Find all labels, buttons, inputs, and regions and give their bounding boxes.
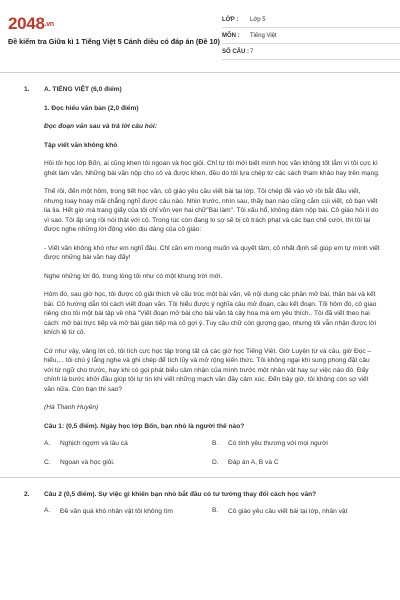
meta-label: MÔN :	[222, 32, 240, 39]
header-divider	[0, 72, 400, 73]
option-letter: A.	[44, 506, 51, 514]
option-letter: B.	[212, 506, 219, 514]
exam-meta	[222, 0, 400, 58]
question-divider	[0, 477, 400, 478]
option-text: Có tính yêu thương với mọi người	[228, 440, 328, 447]
story-author: (Hà Thanh Huyền)	[44, 404, 99, 411]
meta-row-subject	[222, 28, 400, 44]
question-number: 1.	[24, 86, 30, 93]
meta-label: SỐ CÂU :	[222, 48, 249, 55]
meta-value: Lớp 5	[250, 16, 266, 23]
story-paragraph: Hồi tôi học lớp Bốn, ai cũng khen tôi ngoan và học giỏi. Chỉ tự tôi mới biết mình học văn không tốt lắm vì tôi cực kì ghét làm văn. Những bài văn nộp cho cô và được khen, đều do tôi lựa chép từ các sách tham khảo hay trên mạng.	[44, 160, 380, 177]
option-b[interactable]	[212, 506, 380, 517]
meta-row-count	[222, 44, 400, 60]
answer-options	[44, 506, 380, 517]
story-paragraph: Thế rồi, đến một hôm, trong tiết học văn, cô giáo yêu cầu viết bài tại lớp. Tôi chép đề vào vở rồi bắt đầu viết, nhưng loay hoay mãi chẳng nghĩ được câu nào. Nhìn trước, nhìn sau, thấy bạn nào cũng cắm cúi viết, cô bạn viết lia lịa. Hết giờ mà trang giấy của tôi chỉ vỏn vẹn hai chữ"Bài làm". Tôi xấu hổ, không dám nộp bài. Cô giáo hỏi lí do vì sao. Tôi ấp úng rồi nói thật với cô. Trong lúc còn đang lo sợ sẽ bị cô trách phạt và các bạn chế cười, thì tôi lại được nghe những lời động viên dịu dàng của cô giáo:	[44, 188, 379, 233]
meta-label: LỚP :	[222, 16, 239, 23]
answer-options	[44, 439, 380, 467]
question-body	[36, 85, 380, 477]
header-left	[0, 0, 222, 58]
option-b[interactable]	[212, 439, 380, 449]
story-paragraph: - Viết văn không khó như em nghĩ đâu. Chỉ cần em mong muốn và quyết tâm, cô nhất định sẽ giúp em tự mình viết được những bài văn hay đấy!	[44, 244, 380, 261]
meta-value: Tiếng Việt	[250, 32, 277, 39]
option-letter: A.	[44, 440, 51, 447]
story-title: Tập viết văn không khó	[44, 141, 118, 149]
story-paragraph: Hôm đó, sau giờ học, tôi được cô giải thích về cấu trúc một bài văn, về nội dung các phần mở bài, thân bài và kết bài. Cô hướng dẫn tôi cách viết đoạn văn. Tôi hiểu được ý nghĩa câu mở đoạn, câu kết đoạn. Tối hôm đó, cô giao riêng cho tôi một bài tập về nhà "Viết đoạn mở bài cho bài văn tả cây hoa mà em yêu thích.. Tôi đã viết theo hai cách: mở bài trực tiếp và mở bài gián tiếp mà cô gợi ý. Tuy câu chữ còn gượng gạo, nhưng tôi vẫn nhận được lời khích lệ từ cô.	[44, 291, 377, 336]
instruction: Đọc đoạn văn sau và trả lời câu hỏi:	[44, 123, 157, 130]
story-paragraph: Nghe những lời đó, trong lòng tôi như có một khung trời mới.	[44, 272, 223, 280]
question-block-1	[24, 85, 380, 477]
option-letter: B.	[212, 440, 219, 447]
option-letter: C.	[44, 458, 51, 466]
option-a[interactable]	[44, 506, 212, 517]
subsection-heading: 1. Đọc hiểu văn bản (2,0 điểm)	[44, 104, 139, 112]
option-text: Cô giáo yêu cầu viết bài tại lớp, nhân vật	[228, 507, 348, 515]
question-number: 2.	[24, 491, 30, 498]
option-letter: D.	[212, 458, 219, 466]
option-d[interactable]	[212, 458, 380, 468]
exam-content	[0, 85, 400, 516]
option-a[interactable]	[44, 439, 212, 449]
option-c[interactable]	[44, 458, 212, 468]
meta-row-class	[222, 12, 400, 28]
option-text: Ngoan và học giỏi.	[60, 458, 115, 466]
question-block-2	[24, 490, 380, 516]
question-body	[36, 490, 380, 516]
logo-suffix: .vn	[44, 21, 54, 29]
option-text: Đáp án A, B và C	[228, 458, 279, 466]
meta-value: 7	[250, 48, 254, 55]
site-logo[interactable]	[8, 14, 222, 34]
question-text: Câu 2 (0,5 điểm). Sự việc gì khiến bạn nhỏ bắt đầu có tư tưởng thay đổi cách học văn?	[44, 491, 317, 498]
story-paragraph: Cứ như vậy, vâng lời cô, tôi tích cực học tập trong tất cả các giờ học Tiếng Việt. Giờ Luyện từ và câu, giờ Đọc – hiểu,... tôi chú ý lắng nghe và ghi chép để tích lũy và mở rộng kiến thức. Tôi không ngại khi sung phong đặt câu với từ ngữ cho trước, hay khi có gọi phát biểu cảm nhận của mình trước một nhân vật hay sự việc nào đó. Đấy chính là bước khởi đầu giúp tôi tự tin khi viết những mạch văn đầy cảm xúc. Đến bây giờ, tôi không còn sợ viết văn nữa. Còn bạn thì sao?	[44, 347, 372, 393]
exam-title: Đề kiểm tra Giữa kì 1 Tiếng Việt 5 Cánh diều có đáp án (Đề 10)	[8, 37, 220, 46]
question-text: Câu 1: (0,5 điểm). Ngày học lớp Bốn, bạn nhỏ là người thế nào?	[44, 422, 245, 430]
section-heading: A. TIẾNG VIỆT (6,0 điểm)	[44, 86, 122, 93]
page-header	[0, 0, 400, 58]
option-text: Đề văn quá khó nhân vật tôi không tìm	[60, 507, 173, 515]
option-text: Nghịch ngợm và lâu cá	[60, 440, 128, 447]
logo-main: 2048	[8, 14, 45, 33]
